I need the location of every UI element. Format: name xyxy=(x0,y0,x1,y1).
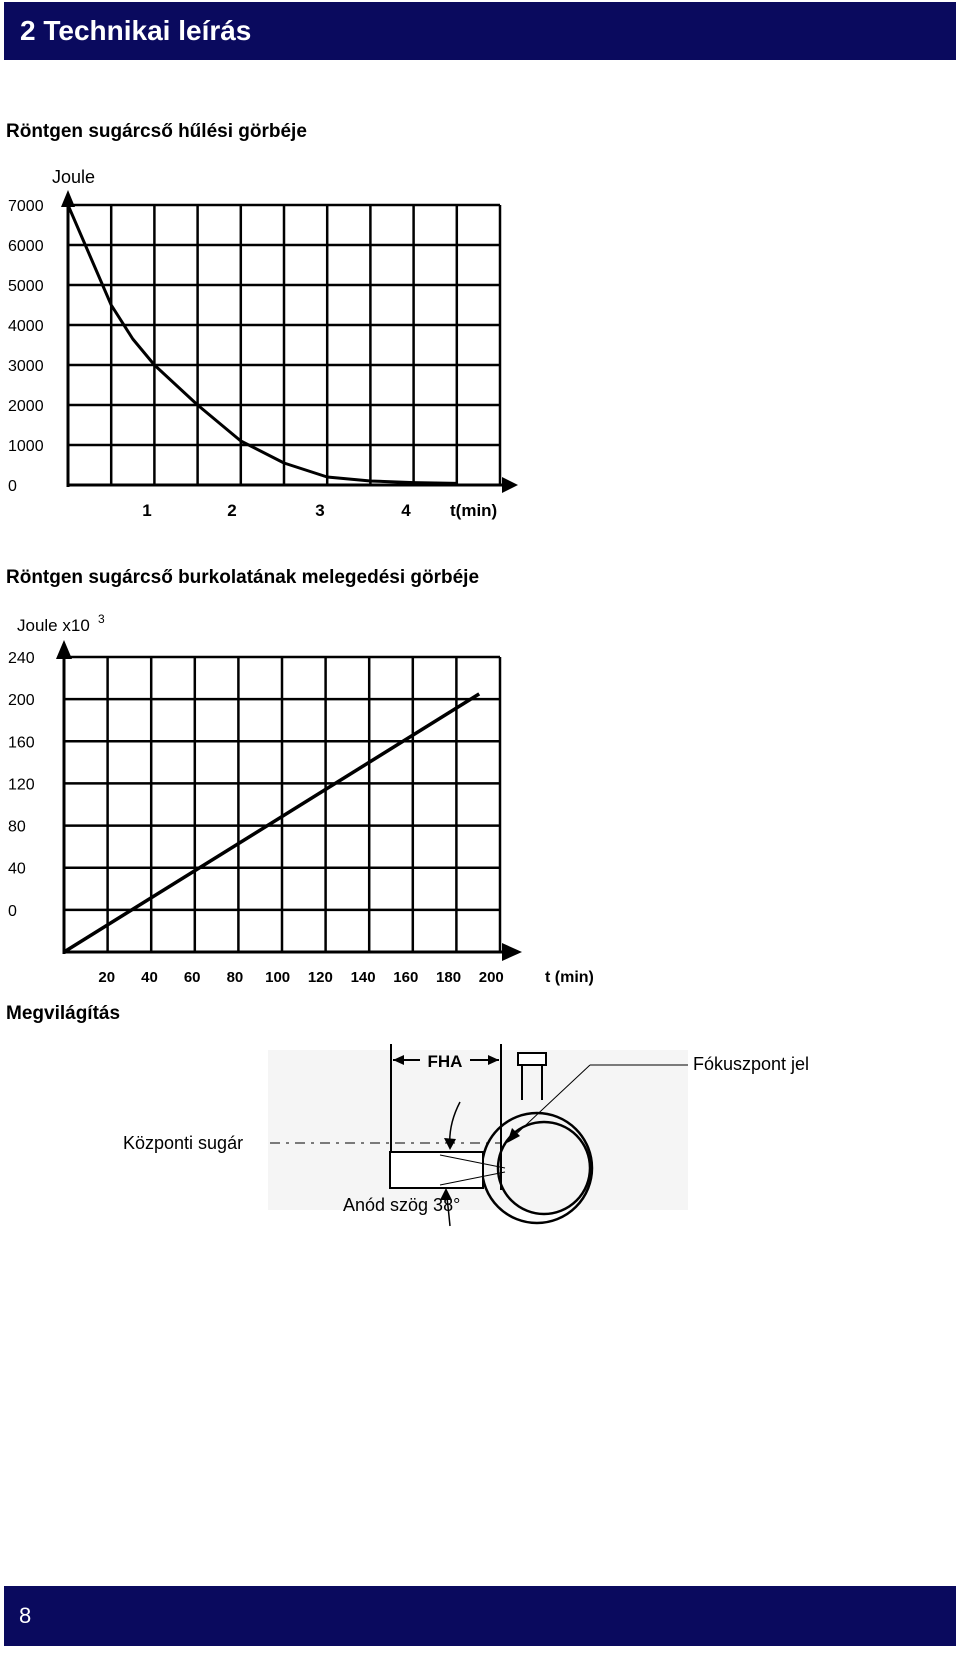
x-tick-label: 2 xyxy=(227,501,237,520)
x-axis-label: t(min) xyxy=(450,501,498,520)
section-title-illumination: Megvilágítás xyxy=(6,1003,121,1024)
heating-chart xyxy=(0,600,620,990)
y-tick-label: 160 xyxy=(8,734,35,752)
cooling-chart xyxy=(0,160,520,555)
x-tick-label: 20 xyxy=(98,969,116,986)
y-tick-label: 5000 xyxy=(8,278,44,295)
y-tick-label: 80 xyxy=(8,818,26,836)
x-tick-label: 200 xyxy=(478,969,504,986)
x-tick-label: 4 xyxy=(401,501,411,520)
cooling-curve xyxy=(68,205,457,483)
tube-stem-top xyxy=(518,1053,546,1065)
x-tick-label: 160 xyxy=(393,969,419,986)
page-number: 8 xyxy=(19,1603,32,1628)
x-axis-arrow xyxy=(502,943,522,961)
x-tick-label: 60 xyxy=(183,969,201,986)
y-tick-label: 4000 xyxy=(8,318,44,335)
y-axis-label: Joule x10 xyxy=(17,616,90,635)
heating-chart-labels xyxy=(8,612,594,986)
y-tick-label: 0 xyxy=(8,902,17,920)
x-tick-label: 100 xyxy=(265,969,291,986)
x-tick-label: 40 xyxy=(141,969,158,986)
anode-angle-label: Anód szög 38° xyxy=(343,1195,461,1215)
y-axis-label: Joule xyxy=(52,167,96,187)
x-tick-label: 80 xyxy=(226,969,244,986)
x-axis-label: t (min) xyxy=(545,969,594,986)
y-tick-label: 0 xyxy=(8,478,17,495)
y-tick-label: 2000 xyxy=(8,398,44,415)
y-tick-label: 3000 xyxy=(8,358,44,375)
beam-port xyxy=(390,1152,483,1188)
x-tick-label: 120 xyxy=(307,969,333,986)
section-title-heating: Röntgen sugárcső burkolatának melegedési görbéje xyxy=(6,567,480,588)
section-title-cooling: Röntgen sugárcső hűlési görbéje xyxy=(6,121,307,142)
fha-label: FHA xyxy=(427,1052,463,1071)
y-axis-arrow xyxy=(61,190,75,207)
y-tick-label: 240 xyxy=(8,650,35,667)
cooling-chart-labels xyxy=(8,167,497,520)
x-tick-label: 1 xyxy=(142,501,152,520)
x-tick-label: 140 xyxy=(350,969,376,986)
footer-bar xyxy=(4,1586,956,1646)
page-title: 2 Technikai leírás xyxy=(20,15,252,46)
y-tick-label: 200 xyxy=(8,692,35,710)
header-bar xyxy=(4,2,956,60)
x-axis-arrow xyxy=(502,477,518,493)
illumination-diagram xyxy=(0,1040,960,1290)
x-tick-label: 180 xyxy=(436,969,462,986)
cooling-chart-series xyxy=(68,205,457,483)
y-tick-label: 7000 xyxy=(8,198,44,215)
heating-chart-grid xyxy=(64,657,500,952)
focus-label: Fókuszpont jel xyxy=(693,1054,810,1074)
central-ray-label: Központi sugár xyxy=(123,1133,244,1153)
y-axis-arrow xyxy=(56,640,72,659)
x-tick-label: 3 xyxy=(315,501,325,520)
y-tick-label: 120 xyxy=(8,776,35,794)
heating-chart-series xyxy=(64,694,479,952)
y-tick-label: 6000 xyxy=(8,238,44,255)
heating-line xyxy=(64,694,479,952)
cooling-chart-grid xyxy=(68,205,500,485)
y-tick-label: 40 xyxy=(8,860,26,878)
y-tick-label: 1000 xyxy=(8,438,44,455)
y-axis-label-exponent: 3 xyxy=(98,612,105,626)
cooling-chart-axes xyxy=(61,190,518,493)
